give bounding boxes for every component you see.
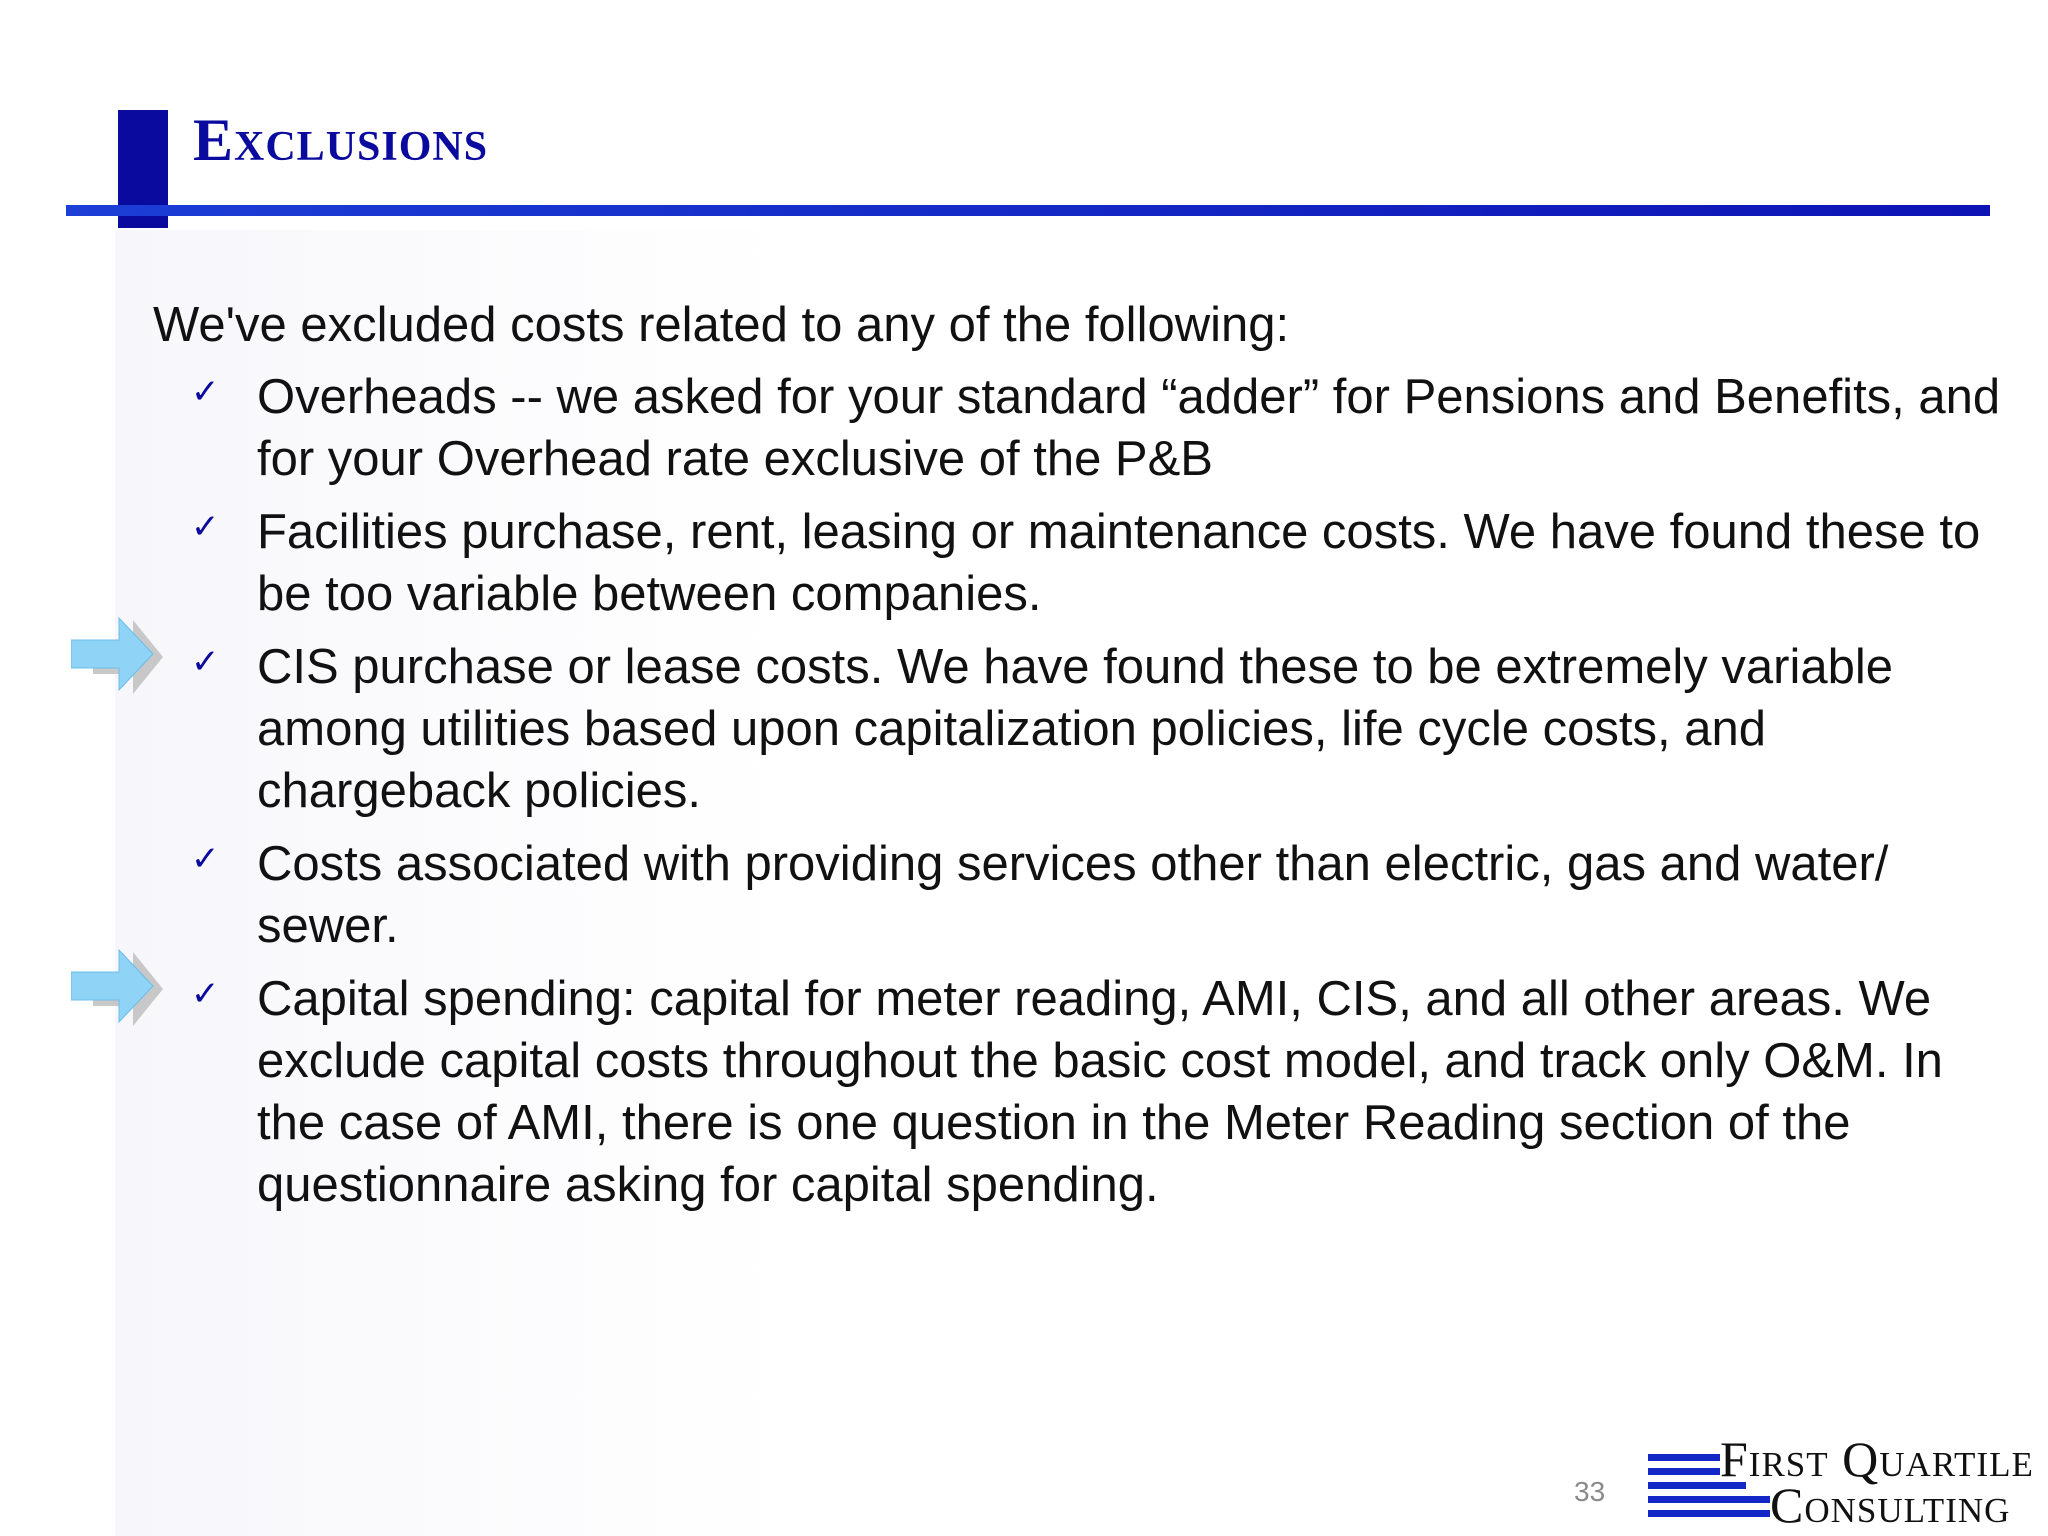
title-rule [66,205,1990,216]
slide-title: Exclusions [193,107,489,173]
intro-text: We've excluded costs related to any of the following: [153,298,1290,352]
bullet-text: Costs associated with providing services other than electric, gas and water/ sewer. [257,837,1889,953]
bullet-text: Capital spending: capital for meter reading, AMI, CIS, and all other areas. We exclude capital costs throughout the basic cost model, and track only O&M. In the case of AMI, there is one question in the Meter Reading section of the questionnaire asking for capital spending. [257,972,1943,1212]
list-item [153,501,2003,625]
highlight-arrow-icon [71,944,191,1034]
list-item [153,636,2003,822]
bullet-text: Facilities purchase, rent, leasing or maintenance costs. We have found these to be too variable between companies. [257,505,1981,621]
company-logo [1648,1432,2048,1532]
page-number: 33 [1574,1476,1606,1507]
logo-text-line2: Consulting [1770,1477,2011,1533]
slide-content [153,294,2003,1227]
list-item [153,366,2003,490]
bullet-text: CIS purchase or lease costs. We have found these to be extremely variable among utilities based upon capitalization policies, life cycle costs, and chargeback policies. [257,640,1894,818]
logo-text-line1: First Quartile [1720,1431,2034,1487]
list-item [153,833,2003,957]
list-item [153,968,2003,1216]
checkmark-icon: ✓ [191,372,220,412]
checkmark-icon: ✓ [191,974,220,1014]
checkmark-icon: ✓ [191,839,220,879]
exclusions-list [153,366,2003,1216]
bullet-text: Overheads -- we asked for your standard “adder” for Pensions and Benefits, and for your Overhead rate exclusive of the P&B [257,370,2001,486]
checkmark-icon: ✓ [191,642,220,682]
highlight-arrow-icon [71,612,191,702]
checkmark-icon: ✓ [191,507,220,547]
